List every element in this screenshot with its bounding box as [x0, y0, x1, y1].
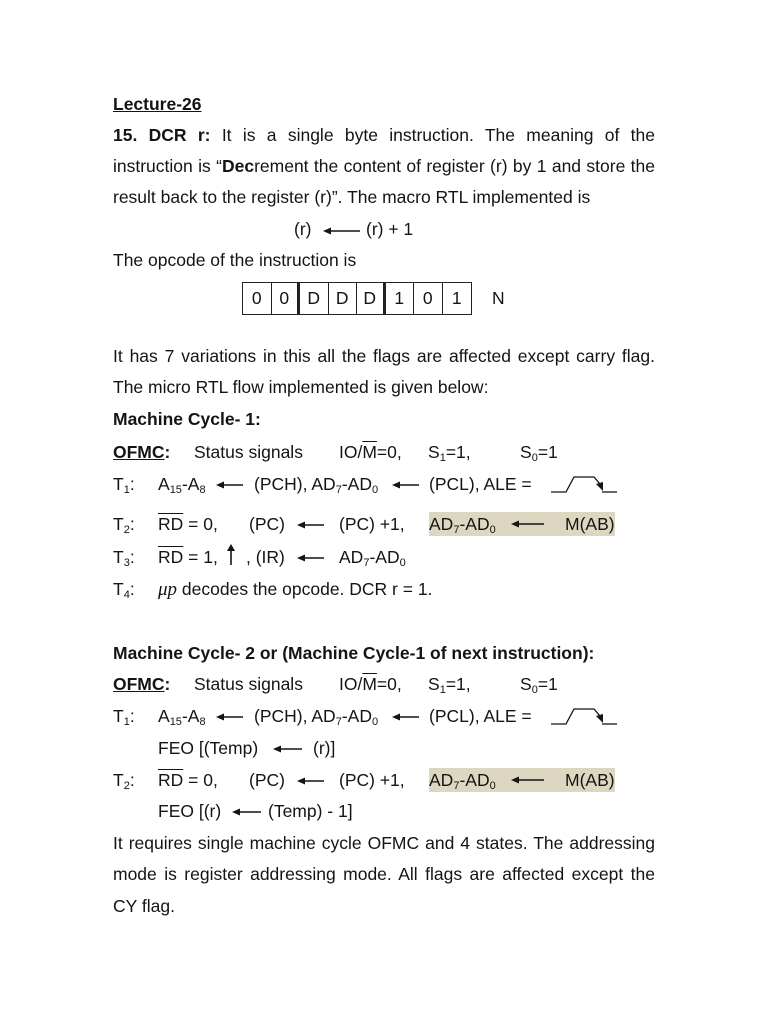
left-arrow-icon — [323, 226, 361, 236]
up-arrow-icon — [226, 544, 236, 566]
mc1-t3-ad: $AD_7-AD_0$ — [339, 547, 406, 569]
mc2-t2-label: $T_2$: — [113, 770, 135, 792]
mc2-s1: $S_1=1$, — [428, 674, 471, 696]
mc1-t4-label: $T_4$: — [113, 579, 135, 601]
para1-line2: instruction is “Decrement the content of register (r) by 1 and store the — [113, 156, 655, 176]
ale-pulse-icon — [550, 704, 618, 728]
mc2-t1-pcl: (PCL), ALE = — [429, 706, 532, 726]
mc2-io: $IO/\overline{M}=0$, — [339, 674, 402, 694]
para1-line1 — [113, 125, 655, 145]
left-arrow-icon — [297, 520, 325, 530]
mc1-t2-pc-rhs: (PC) +1, — [339, 514, 405, 534]
mc1-status-label: Status signals — [194, 442, 303, 462]
variations-line2: The micro RTL flow implemented is given below: — [113, 377, 489, 397]
para1-text1: It is a single byte instruction. The meaning of the — [221, 125, 655, 145]
mc1-t2-memread: $AD_7-AD_0$ M(AB) — [429, 514, 615, 536]
left-arrow-icon — [216, 712, 244, 722]
left-arrow-icon — [511, 519, 545, 529]
mc2-t2-pc-rhs: (PC) +1, — [339, 770, 405, 790]
mc2-heading: Machine Cycle- 2 or (Machine Cycle-1 of next instruction): — [113, 643, 595, 663]
mc2-feo1-rhs: (r)] — [313, 738, 336, 758]
opcode-bit: 0 — [243, 283, 272, 314]
opcode-bit: 0 — [414, 283, 443, 314]
mc1-ofmc: OFMC: — [113, 442, 171, 462]
macro-rtl-rhs: (r) + 1 — [366, 219, 414, 239]
mc1-t2-rd: $\overline{RD} = 0$, — [158, 514, 218, 534]
mc1-t2-label: $T_2$: — [113, 514, 135, 536]
mc2-t2-memread: $AD_7-AD_0$ M(AB) — [429, 770, 615, 792]
mc2-t1-addr: $A_{15}-A_8$ — [158, 706, 206, 728]
left-arrow-icon — [297, 553, 325, 563]
mc2-t1-label: $T_1$: — [113, 706, 135, 728]
opcode-box — [242, 282, 472, 315]
left-arrow-icon — [392, 480, 420, 490]
item-number: 15. — [113, 125, 138, 145]
mc2-s0: $S_0=1$ — [520, 674, 558, 696]
mc1-t2-pc: (PC) — [249, 514, 285, 534]
left-arrow-icon — [511, 775, 545, 785]
ale-pulse-icon — [550, 472, 618, 496]
mc2-status-label: Status signals — [194, 674, 303, 694]
left-arrow-icon — [392, 712, 420, 722]
opcode-bit: D — [357, 283, 386, 314]
opcode-bit: D — [329, 283, 358, 314]
variations-line1: It has 7 variations in this all the flags are affected except carry flag. — [113, 346, 655, 366]
left-arrow-icon — [232, 807, 262, 817]
conclusion-line3: CY flag. — [113, 896, 175, 916]
mc1-t3-rd: $\overline{RD} = 1$, — [158, 547, 218, 567]
left-arrow-icon — [273, 744, 303, 754]
mc1-t1-pch: (PCH), $AD_7-AD_0$ — [254, 474, 379, 496]
mc1-s1: $S_1=1$, — [428, 442, 471, 464]
mc1-heading: Machine Cycle- 1: — [113, 409, 261, 429]
instruction-term: DCR r: — [148, 125, 211, 145]
mc1-io: $IO/\overline{M}=0$, — [339, 442, 402, 462]
conclusion-line1: It requires single machine cycle OFMC and 4 states. The addressing — [113, 833, 655, 853]
opcode-bit: 1 — [451, 288, 462, 308]
mc2-feo2-rhs: (Temp) - 1] — [268, 801, 353, 821]
mc1-t3-label: $T_3$: — [113, 547, 135, 569]
mc2-t2-rd: $\overline{RD} = 0$, — [158, 770, 218, 790]
mc1-t1-addr: $A_{15}-A_8$ — [158, 474, 206, 496]
left-arrow-icon — [297, 776, 325, 786]
mc1-t3-ir: , (IR) — [246, 547, 285, 567]
mc1-t1-label: $T_1$: — [113, 474, 135, 496]
left-arrow-icon — [216, 480, 244, 490]
mc2-ofmc: OFMC: — [113, 674, 171, 694]
opcode-bit: 0 — [272, 283, 301, 314]
macro-rtl-lhs: (r) — [294, 219, 312, 239]
opcode-bit: 1 — [386, 283, 415, 314]
opcode-intro: The opcode of the instruction is — [113, 250, 357, 270]
para1-line3: result back to the register (r)”. The macro RTL implemented is — [113, 187, 591, 207]
mc1-t1-pcl: (PCL), ALE = — [429, 474, 532, 494]
lecture-title: Lecture-26 — [113, 94, 202, 114]
opcode-bit: D — [300, 283, 329, 314]
opcode-suffix: N — [492, 288, 505, 308]
mc2-feo2-lhs: FEO [(r) — [158, 801, 222, 821]
mc1-s0: $S_0=1$ — [520, 442, 558, 464]
conclusion-line2: mode is register addressing mode. All flags are affected except the — [113, 864, 655, 884]
mc1-t4-text: μp decodes the opcode. DCR r = 1. — [158, 579, 433, 600]
mc2-feo1-lhs: FEO [(Temp) — [158, 738, 259, 758]
mc2-t1-pch: (PCH), $AD_7-AD_0$ — [254, 706, 379, 728]
mc2-t2-pc: (PC) — [249, 770, 285, 790]
